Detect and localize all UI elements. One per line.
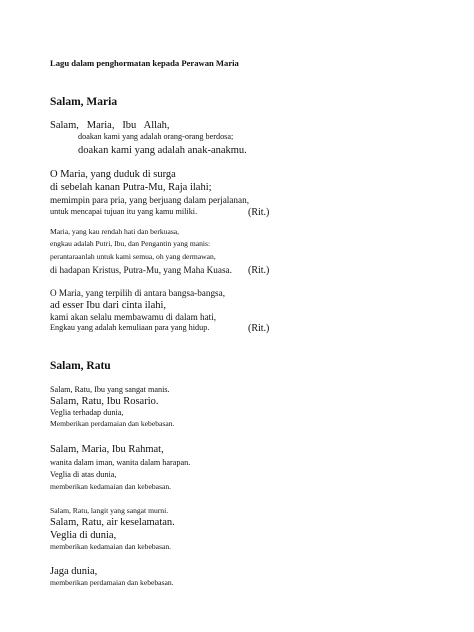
lyric-line: Salam, Maria, Ibu Allah, — [50, 120, 170, 131]
lyric-line: memberikan kedamaian dan kebebasan. — [50, 542, 172, 551]
lyric-line: Veglia di dunia, — [50, 530, 117, 541]
lyric-line: Veglia terhadap dunia, — [50, 408, 124, 417]
document-title: Lagu dalam penghormatan kepada Perawan Maria — [50, 58, 239, 68]
lyric-line: engkau adalah Putri, Ibu, dan Pengantin yang manis: — [50, 239, 211, 248]
lyric-line: di sebelah kanan Putra-Mu, Raja ilahi; — [50, 182, 212, 193]
refrain-marker: (Rit.) — [248, 265, 270, 276]
refrain-marker: (Rit.) — [248, 323, 270, 334]
lyric-line: memimpin para pria, yang berjuang dalam perjalanan, — [50, 195, 249, 205]
lyric-line: ad esser Ibu dari cinta ilahi, — [50, 300, 167, 311]
lyric-line: O Maria, yang terpilih di antara bangsa-bangsa, — [50, 288, 226, 298]
lyric-line: Salam, Maria, Ibu Rahmat, — [50, 444, 164, 455]
lyric-line: Engkau yang adalah kemuliaan para yang hidup. — [50, 323, 210, 332]
refrain-marker: (Rit.) — [248, 207, 270, 218]
lyric-line: wanita dalam iman, wanita dalam harapan. — [50, 458, 191, 467]
lyric-line: Salam, Ratu, air keselamatan. — [50, 517, 175, 528]
lyric-line: memberikan perdamaian dan kebebasan. — [50, 578, 174, 587]
lyric-line: memberikan kedamaian dan kebebasan. — [50, 482, 172, 491]
lyric-line: Veglia di atas dunia, — [50, 470, 117, 479]
lyric-line: doakan kami yang adalah anak-anakmu. — [78, 145, 247, 156]
lyric-line: Salam, Ratu, Ibu yang sangat manis. — [50, 385, 170, 394]
lyric-line: Salam, Ratu, langit yang sangat murni. — [50, 506, 169, 515]
lyric-line: doakan kami yang adalah orang-orang berdosa; — [78, 132, 234, 141]
lyric-line: di hadapan Kristus, Putra-Mu, yang Maha Kuasa. — [50, 265, 232, 275]
lyric-line: untuk mencapai tujuan itu yang kamu miliki. — [50, 207, 198, 216]
section-heading-salam-maria: Salam, Maria — [50, 96, 118, 108]
section-heading-salam-ratu: Salam, Ratu — [50, 360, 111, 372]
lyric-line: perantaraanlah untuk kami semua, oh yang dermawan, — [50, 252, 216, 261]
lyric-line: Memberikan perdamaian dan kebebasan. — [50, 419, 175, 428]
lyric-line: Salam, Ratu, Ibu Rosario. — [50, 396, 159, 407]
lyric-line: Maria, yang kau rendah hati dan berkuasa, — [50, 227, 180, 236]
lyric-line: Jaga dunia, — [50, 566, 98, 577]
lyric-line: O Maria, yang duduk di surga — [50, 169, 176, 180]
lyric-line: kami akan selalu membawamu di dalam hati, — [50, 312, 217, 322]
